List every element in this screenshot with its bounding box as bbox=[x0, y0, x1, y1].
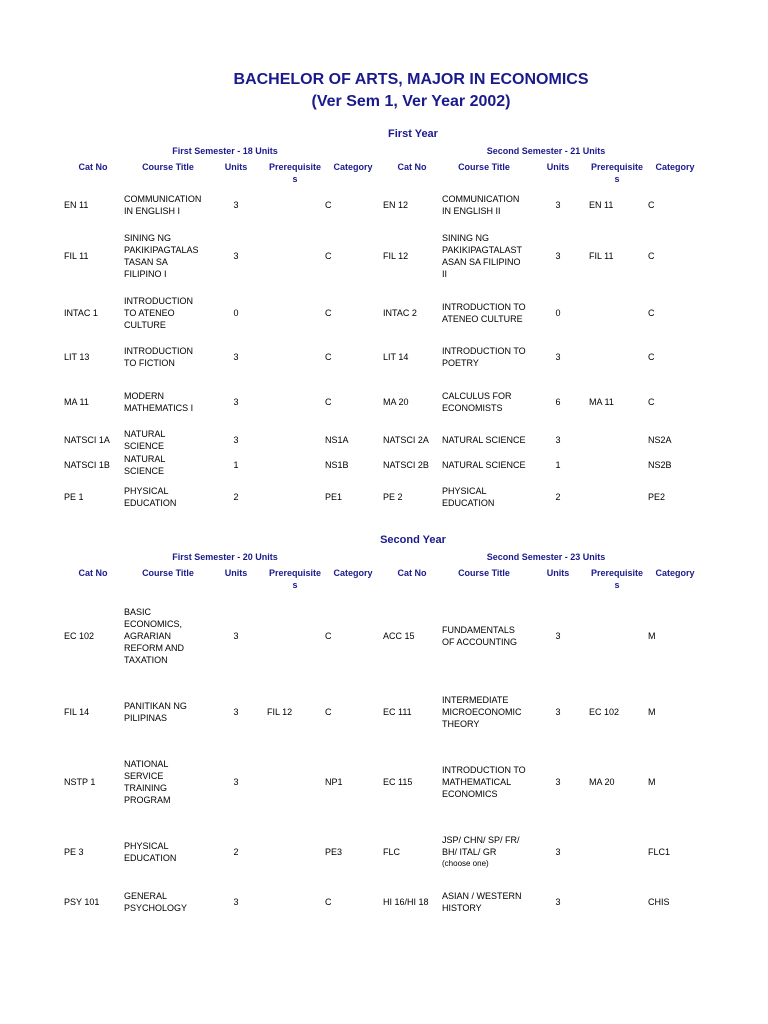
course-category: C bbox=[325, 631, 332, 641]
course-title: PHYSICAL EDUCATION bbox=[442, 486, 495, 508]
course-cat-no: EN 11 bbox=[64, 200, 89, 210]
column-header-cat-no: Cat No bbox=[397, 568, 427, 578]
course-title: PHYSICAL EDUCATION bbox=[124, 841, 177, 863]
course-units: 3 bbox=[555, 200, 561, 210]
column-header-units: Units bbox=[224, 162, 248, 172]
course-cat-no: FIL 12 bbox=[383, 251, 409, 261]
course-cat-no: NSTP 1 bbox=[64, 777, 96, 787]
course-units: 3 bbox=[233, 707, 239, 717]
second-semester-heading: Second Semester - 23 Units bbox=[486, 552, 606, 562]
course-title: COMMUNICATION IN ENGLISH II bbox=[442, 194, 520, 216]
column-header-prerequisites: Prerequisite s bbox=[268, 568, 322, 590]
course-prerequisite: FIL 12 bbox=[267, 707, 293, 717]
course-category: C bbox=[325, 200, 332, 210]
course-category: NS2B bbox=[648, 460, 672, 470]
course-title-note: (choose one) bbox=[442, 859, 489, 868]
course-units: 2 bbox=[233, 492, 239, 502]
course-category: PE1 bbox=[325, 492, 343, 502]
course-category: NS1A bbox=[325, 435, 349, 445]
course-units: 0 bbox=[555, 308, 561, 318]
column-header-category: Category bbox=[333, 568, 373, 578]
course-units: 1 bbox=[233, 460, 239, 470]
course-cat-no: INTAC 1 bbox=[64, 308, 98, 318]
column-header-cat-no: Cat No bbox=[397, 162, 427, 172]
course-category: CHIS bbox=[648, 897, 670, 907]
course-category: C bbox=[648, 308, 655, 318]
course-category: C bbox=[325, 397, 332, 407]
column-header-prerequisites: Prerequisite s bbox=[590, 162, 644, 184]
course-category: C bbox=[325, 308, 332, 318]
course-units: 0 bbox=[233, 308, 239, 318]
first-semester-heading: First Semester - 18 Units bbox=[172, 146, 278, 156]
column-header-cat-no: Cat No bbox=[78, 568, 108, 578]
course-units: 3 bbox=[555, 352, 561, 362]
course-title: NATURAL SCIENCE bbox=[442, 435, 526, 445]
course-title: BASIC ECONOMICS, AGRARIAN REFORM AND TAXATION bbox=[124, 607, 185, 665]
course-cat-no: MA 11 bbox=[64, 397, 89, 407]
course-cat-no: FLC bbox=[383, 847, 401, 857]
course-cat-no: LIT 13 bbox=[64, 352, 90, 362]
course-units: 3 bbox=[233, 435, 239, 445]
course-units: 3 bbox=[555, 251, 561, 261]
course-units: 3 bbox=[233, 777, 239, 787]
course-category: PE3 bbox=[325, 847, 343, 857]
course-category: C bbox=[648, 200, 655, 210]
course-title: INTRODUCTION TO ATENEO CULTURE bbox=[124, 296, 193, 330]
column-header-cat-no: Cat No bbox=[78, 162, 108, 172]
column-header-course-title: Course Title bbox=[142, 568, 194, 578]
column-header-category: Category bbox=[333, 162, 373, 172]
column-header-prerequisites: Prerequisite s bbox=[268, 162, 322, 184]
course-units: 3 bbox=[233, 200, 239, 210]
course-cat-no: LIT 14 bbox=[383, 352, 409, 362]
course-cat-no: NATSCI 1B bbox=[64, 460, 110, 470]
column-header-category: Category bbox=[655, 162, 695, 172]
course-title: NATIONAL SERVICE TRAINING PROGRAM bbox=[124, 759, 171, 805]
course-title: INTRODUCTION TO FICTION bbox=[124, 346, 193, 368]
course-title: FUNDAMENTALS OF ACCOUNTING bbox=[442, 625, 518, 647]
course-title: INTRODUCTION TO MATHEMATICAL ECONOMICS bbox=[442, 765, 526, 799]
course-cat-no: FIL 14 bbox=[64, 707, 90, 717]
column-header-units: Units bbox=[224, 568, 248, 578]
course-title-text: JSP/ CHN/ SP/ FR/ BH/ ITAL/ GR bbox=[442, 835, 520, 857]
column-header-course-title: Course Title bbox=[458, 568, 510, 578]
document-title: BACHELOR OF ARTS, MAJOR IN ECONOMICS bbox=[233, 71, 589, 88]
course-units: 2 bbox=[555, 492, 561, 502]
course-title: CALCULUS FOR ECONOMISTS bbox=[442, 391, 512, 413]
column-header-prerequisites: Prerequisite s bbox=[590, 568, 644, 590]
course-title: INTERMEDIATE MICROECONOMIC THEORY bbox=[442, 695, 522, 729]
course-cat-no: NATSCI 1A bbox=[64, 435, 110, 445]
course-cat-no: EN 12 bbox=[383, 200, 409, 210]
second-semester-heading: Second Semester - 21 Units bbox=[486, 146, 606, 156]
course-category: NS1B bbox=[325, 460, 349, 470]
column-header-category: Category bbox=[655, 568, 695, 578]
course-title: INTRODUCTION TO POETRY bbox=[442, 346, 526, 368]
course-category: C bbox=[325, 352, 332, 362]
course-cat-no: PE 1 bbox=[64, 492, 84, 502]
course-units: 3 bbox=[233, 397, 239, 407]
course-title: NATURAL SCIENCE bbox=[442, 460, 526, 470]
course-cat-no: EC 102 bbox=[64, 631, 95, 641]
course-title: INTRODUCTION TO ATENEO CULTURE bbox=[442, 302, 526, 324]
course-category: C bbox=[325, 251, 332, 261]
course-units: 3 bbox=[555, 707, 561, 717]
course-cat-no: INTAC 2 bbox=[383, 308, 417, 318]
course-cat-no: ACC 15 bbox=[383, 631, 415, 641]
course-category: PE2 bbox=[648, 492, 666, 502]
course-units: 3 bbox=[555, 847, 561, 857]
course-cat-no: PE 2 bbox=[383, 492, 403, 502]
year-heading: Second Year bbox=[380, 534, 446, 546]
course-units: 3 bbox=[233, 251, 239, 261]
course-cat-no: EC 111 bbox=[383, 707, 412, 717]
course-cat-no: PSY 101 bbox=[64, 897, 100, 907]
course-title: MODERN MATHEMATICS I bbox=[124, 391, 194, 413]
course-title: SINING NG PAKIKIPAGTALAST ASAN SA FILIPINO II bbox=[442, 233, 523, 279]
course-prerequisite: EC 102 bbox=[589, 707, 620, 717]
course-cat-no: FIL 11 bbox=[64, 251, 89, 261]
column-header-units: Units bbox=[546, 162, 570, 172]
course-units: 3 bbox=[555, 435, 561, 445]
course-units: 3 bbox=[555, 897, 561, 907]
course-category: M bbox=[648, 631, 656, 641]
course-category: C bbox=[325, 707, 332, 717]
course-title: PHYSICAL EDUCATION bbox=[124, 486, 177, 508]
course-title: SINING NG PAKIKIPAGTALAS TASAN SA FILIPINO I bbox=[124, 233, 199, 279]
column-header-course-title: Course Title bbox=[458, 162, 510, 172]
course-category: C bbox=[325, 897, 332, 907]
course-category: FLC1 bbox=[648, 847, 671, 857]
course-cat-no: NATSCI 2B bbox=[383, 460, 429, 470]
course-prerequisite: FIL 11 bbox=[589, 251, 614, 261]
course-units: 6 bbox=[555, 397, 561, 407]
year-heading: First Year bbox=[388, 128, 438, 140]
course-title: COMMUNICATION IN ENGLISH I bbox=[124, 194, 202, 216]
first-semester-heading: First Semester - 20 Units bbox=[172, 552, 278, 562]
course-title: NATURAL SCIENCE bbox=[124, 429, 166, 451]
course-cat-no: HI 16/HI 18 bbox=[383, 897, 429, 907]
course-title bbox=[442, 834, 540, 870]
course-category: C bbox=[648, 397, 655, 407]
document-subtitle: (Ver Sem 1, Ver Year 2002) bbox=[311, 93, 511, 110]
course-cat-no: PE 3 bbox=[64, 847, 84, 857]
course-title: NATURAL SCIENCE bbox=[124, 454, 166, 476]
course-title: GENERAL PSYCHOLOGY bbox=[124, 891, 188, 913]
course-units: 3 bbox=[233, 631, 239, 641]
course-units: 1 bbox=[555, 460, 561, 470]
course-title: ASIAN / WESTERN HISTORY bbox=[442, 891, 522, 913]
course-units: 3 bbox=[233, 352, 239, 362]
course-category: NP1 bbox=[325, 777, 343, 787]
column-header-units: Units bbox=[546, 568, 570, 578]
course-units: 3 bbox=[233, 897, 239, 907]
course-cat-no: MA 20 bbox=[383, 397, 409, 407]
course-cat-no: EC 115 bbox=[383, 777, 413, 787]
course-category: C bbox=[648, 251, 655, 261]
course-title: PANITIKAN NG PILIPINAS bbox=[124, 701, 187, 723]
course-cat-no: NATSCI 2A bbox=[383, 435, 429, 445]
course-prerequisite: EN 11 bbox=[589, 200, 614, 210]
course-category: M bbox=[648, 777, 656, 787]
course-units: 2 bbox=[233, 847, 239, 857]
course-prerequisite: MA 20 bbox=[589, 777, 615, 787]
course-category: M bbox=[648, 707, 656, 717]
course-category: NS2A bbox=[648, 435, 672, 445]
course-units: 3 bbox=[555, 631, 561, 641]
course-prerequisite: MA 11 bbox=[589, 397, 614, 407]
course-units: 3 bbox=[555, 777, 561, 787]
column-header-course-title: Course Title bbox=[142, 162, 194, 172]
course-category: C bbox=[648, 352, 655, 362]
